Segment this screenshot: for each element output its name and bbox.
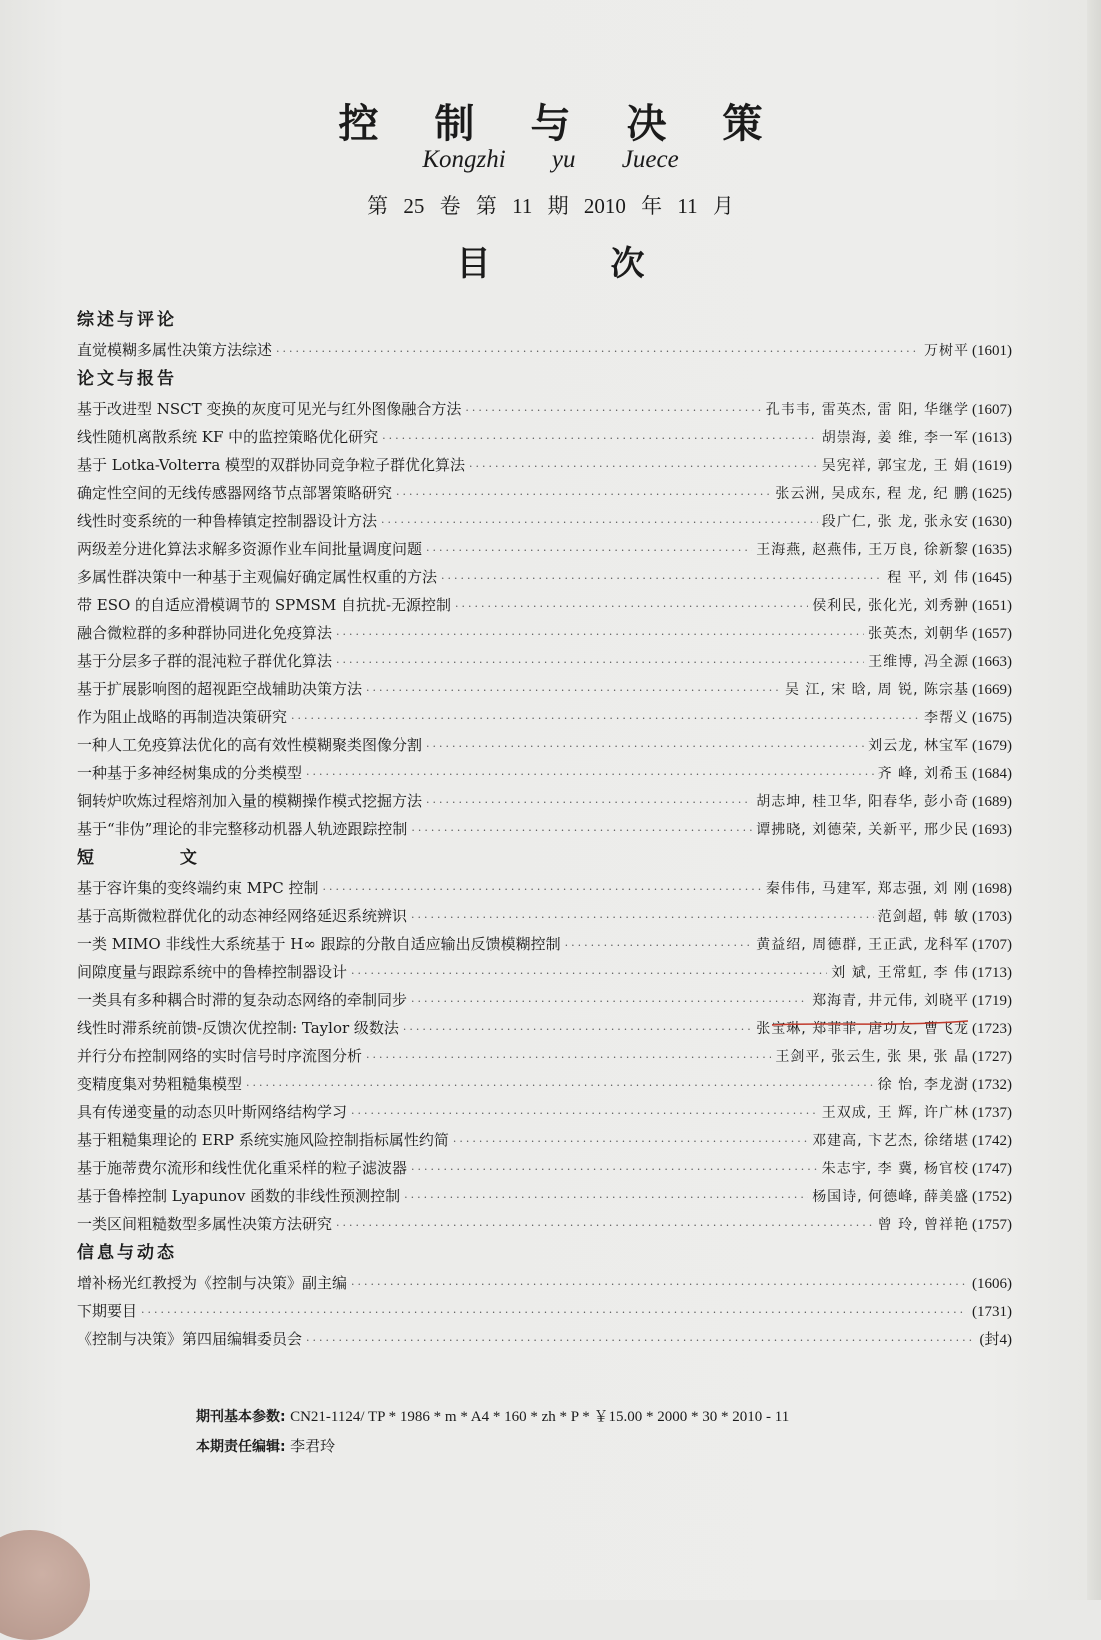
dot-leader [411, 817, 752, 843]
dot-leader [291, 705, 920, 731]
dot-leader [382, 425, 818, 451]
entry-page: (1719) [972, 993, 1012, 1009]
entry-authors: 刘云龙, 林宝军 [868, 738, 969, 754]
entry-title: 基于分层多子群的混沌粒子群优化算法 [77, 652, 333, 670]
entry-page: (1742) [972, 1133, 1012, 1149]
entry-title: 下期要目 [77, 1302, 138, 1320]
dot-leader [396, 481, 771, 507]
issue-info: 第 25 卷 第 11 期 2010 年 11 月 [367, 194, 734, 218]
dot-leader [404, 1184, 808, 1210]
toc-entry[interactable] [77, 902, 1012, 930]
entry-title: 基于粗糙集理论的 ERP 系统实施风险控制指标属性约简 [77, 1131, 449, 1149]
entry-page: (1747) [972, 1161, 1012, 1177]
entry-title: 基于施蒂费尔流形和线性优化重采样的粒子滤波器 [77, 1159, 408, 1177]
entry-authors: 王维博, 冯全源 [868, 654, 969, 670]
entry-page: (1679) [972, 738, 1012, 754]
toc-entry[interactable] [77, 1325, 1012, 1353]
entry-title: 间隙度量与跟踪系统中的鲁棒控制器设计 [77, 963, 348, 981]
entry-title: 基于鲁棒控制 Lyapunov 函数的非线性预测控制 [77, 1187, 401, 1205]
entry-authors: 胡崇海, 姜 维, 李一军 [821, 430, 969, 446]
editor-label: 本期责任编辑: [196, 1439, 286, 1455]
toc-entry[interactable] [77, 507, 1012, 535]
toc-entry[interactable] [77, 1070, 1012, 1098]
entry-authors: 张云洲, 吴成东, 程 龙, 纪 鹏 [775, 486, 969, 502]
entry-page: (1651) [972, 598, 1012, 614]
dot-leader [426, 733, 864, 759]
section-heading: 短 文 [77, 848, 237, 868]
entry-authors: 孔韦韦, 雷英杰, 雷 阳, 华继学 [765, 402, 969, 418]
dot-leader [141, 1299, 965, 1325]
entry-page: (1698) [972, 881, 1012, 897]
entry-authors: 黄益绍, 周德群, 王正武, 龙科军 [756, 937, 969, 953]
dot-leader [366, 1044, 771, 1070]
toc-entry[interactable] [77, 675, 1012, 703]
entry-authors: 齐 峰, 刘希玉 [877, 766, 969, 782]
entry-authors: 万树平 [924, 343, 969, 359]
entry-page: (1619) [972, 458, 1012, 474]
entry-page: (1625) [972, 486, 1012, 502]
dot-leader [336, 1212, 874, 1238]
dot-leader [455, 593, 808, 619]
section-heading: 信息与动态 [77, 1243, 177, 1263]
toc-entry[interactable] [77, 787, 1012, 815]
dot-leader [351, 1271, 965, 1297]
entry-title: 基于容许集的变终端约束 MPC 控制 [77, 879, 319, 897]
entry-page: (1613) [972, 430, 1012, 446]
params-label: 期刊基本参数: [196, 1409, 286, 1425]
dot-leader [465, 397, 761, 423]
dot-leader [565, 932, 753, 958]
entry-authors: 刘 斌, 王常虹, 李 伟 [831, 965, 969, 981]
table-of-contents [77, 305, 1012, 1353]
entry-authors: 谭拂晓, 刘德荣, 关新平, 邢少民 [756, 822, 969, 838]
dot-leader [336, 621, 864, 647]
toc-entry[interactable] [77, 423, 1012, 451]
entry-title: 基于“非伪”理论的非完整移动机器人轨迹跟踪控制 [77, 820, 408, 838]
dot-leader [411, 1156, 818, 1182]
entry-authors: 徐 怡, 李龙澍 [877, 1077, 969, 1093]
dot-leader [336, 649, 864, 675]
entry-authors: 郑海青, 井元伟, 刘晓平 [812, 993, 969, 1009]
toc-entry[interactable] [77, 986, 1012, 1014]
entry-title: 两级差分进化算法求解多资源作业车间批量调度问题 [77, 540, 423, 558]
entry-page: (1606) [972, 1276, 1012, 1292]
dot-leader [351, 1100, 818, 1126]
toc-entry[interactable] [77, 535, 1012, 563]
toc-entry[interactable] [77, 1042, 1012, 1070]
toc-entry[interactable] [77, 1297, 1012, 1325]
toc-entry[interactable] [77, 703, 1012, 731]
toc-entry[interactable] [77, 958, 1012, 986]
entry-authors: 王剑平, 张云生, 张 果, 张 晶 [775, 1049, 969, 1065]
entry-title: 带 ESO 的自适应滑模调节的 SPMSM 自抗扰-无源控制 [77, 596, 452, 614]
toc-entry[interactable] [77, 1182, 1012, 1210]
dot-leader [381, 509, 818, 535]
entry-page: (1732) [972, 1077, 1012, 1093]
entry-authors: 胡志坤, 桂卫华, 阳春华, 彭小奇 [756, 794, 969, 810]
entry-page: (1630) [972, 514, 1012, 530]
toc-entry[interactable] [77, 759, 1012, 787]
entry-page: (1607) [972, 402, 1012, 418]
entry-title: 并行分布控制网络的实时信号时序流图分析 [77, 1047, 363, 1065]
entry-page: (1752) [972, 1189, 1012, 1205]
entry-authors: 王双成, 王 辉, 许广林 [821, 1105, 969, 1121]
entry-page: (1684) [972, 766, 1012, 782]
toc-entry[interactable] [77, 591, 1012, 619]
params-value: CN21-1124/ TP * 1986 * m * A4 * 160 * zh * P * ￥15.00 * 2000 * 30 * 2010 - 11 [290, 1409, 790, 1425]
entry-page: (1737) [972, 1105, 1012, 1121]
section-heading: 综述与评论 [77, 310, 177, 330]
entry-title: 一类区间粗糙数型多属性决策方法研究 [77, 1215, 333, 1233]
dot-leader [469, 453, 818, 479]
dot-leader [426, 789, 752, 815]
toc-entry[interactable] [77, 647, 1012, 675]
editor-value: 李君玲 [290, 1439, 336, 1455]
entry-authors: 邓建高, 卞艺杰, 徐绪堪 [812, 1133, 969, 1149]
entry-title: 线性时变系统的一种鲁棒镇定控制器设计方法 [77, 512, 378, 530]
entry-page: (1693) [972, 822, 1012, 838]
dot-leader [366, 677, 781, 703]
dot-leader [306, 761, 874, 787]
toc-entry[interactable] [77, 336, 1012, 364]
entry-authors: 吴 江, 宋 晗, 周 锐, 陈宗基 [784, 682, 969, 698]
dot-leader [411, 904, 874, 930]
entry-page: (1635) [972, 542, 1012, 558]
journal-title-cn: 控制与决策 [338, 101, 819, 147]
dot-leader [306, 1327, 972, 1353]
entry-authors: 李帮义 [924, 710, 969, 726]
entry-page: (1601) [972, 343, 1012, 359]
issue-editor [196, 1432, 789, 1462]
entry-page: (1713) [972, 965, 1012, 981]
entry-authors: 张英杰, 刘朝华 [868, 626, 969, 642]
entry-title: 融合微粒群的多种群协同进化免疫算法 [77, 624, 333, 642]
entry-title: 一种人工免疫算法优化的高有效性模糊聚类图像分割 [77, 736, 423, 754]
toc-entry[interactable] [77, 1126, 1012, 1154]
entry-page: (1645) [972, 570, 1012, 586]
entry-page: (1703) [972, 909, 1012, 925]
entry-title: 一类具有多种耦合时滞的复杂动态网络的牵制同步 [77, 991, 408, 1009]
entry-title: 基于 Lotka-Volterra 模型的双群协同竞争粒子群优化算法 [77, 456, 466, 474]
entry-title: 一种基于多神经树集成的分类模型 [77, 764, 303, 782]
toc-entry[interactable] [77, 1269, 1012, 1297]
entry-page: (1669) [972, 682, 1012, 698]
journal-title-en: Kongzhi yu Juece [422, 146, 679, 173]
entry-page: (1707) [972, 937, 1012, 953]
entry-title: 线性随机离散系统 KF 中的监控策略优化研究 [77, 428, 379, 446]
entry-authors: 范剑超, 韩 敏 [877, 909, 969, 925]
entry-page: (1663) [972, 654, 1012, 670]
dot-leader [453, 1128, 808, 1154]
entry-title: 铜转炉吹炼过程熔剂加入量的模糊操作模式挖掘方法 [77, 792, 423, 810]
entry-title: 直觉模糊多属性决策方法综述 [77, 341, 273, 359]
entry-title: 基于高斯微粒群优化的动态神经网络延迟系统辨识 [77, 907, 408, 925]
entry-page: (1675) [972, 710, 1012, 726]
entry-authors: 秦伟伟, 马建军, 郑志强, 刘 刚 [765, 881, 969, 897]
dot-leader [426, 537, 752, 563]
entry-title: 具有传递变量的动态贝叶斯网络结构学习 [77, 1103, 348, 1121]
entry-authors: 曾 玲, 曾祥艳 [877, 1217, 969, 1233]
entry-title: 多属性群决策中一种基于主观偏好确定属性权重的方法 [77, 568, 438, 586]
entry-authors: 张宝琳, 郑菲菲, 唐功友, 曹飞龙 [756, 1021, 969, 1037]
entry-title: 变精度集对势粗糙集模型 [77, 1075, 243, 1093]
entry-title: 增补杨光红教授为《控制与决策》副主编 [77, 1274, 348, 1292]
entry-authors: 段广仁, 张 龙, 张永安 [821, 514, 969, 530]
section-heading: 论文与报告 [77, 369, 177, 389]
entry-authors: 王海燕, 赵燕伟, 王万良, 徐新黎 [756, 542, 969, 558]
dot-leader [322, 876, 761, 902]
entry-title: 一类 MIMO 非线性大系统基于 H∞ 跟踪的分散自适应输出反馈模糊控制 [77, 935, 561, 953]
entry-title: 《控制与决策》第四届编辑委员会 [77, 1330, 303, 1348]
entry-authors: 侯利民, 张化光, 刘秀翀 [812, 598, 969, 614]
entry-authors: 朱志宇, 李 冀, 杨官校 [821, 1161, 969, 1177]
entry-title: 确定性空间的无线传感器网络节点部署策略研究 [77, 484, 393, 502]
entry-page: (1727) [972, 1049, 1012, 1065]
entry-title: 作为阻止战略的再制造决策研究 [77, 708, 288, 726]
dot-leader [441, 565, 883, 591]
entry-page: (1757) [972, 1217, 1012, 1233]
pen-underline-mark [770, 1018, 970, 1028]
toc-entry[interactable] [77, 1098, 1012, 1126]
toc-entry[interactable] [77, 1154, 1012, 1182]
journal-params [196, 1402, 789, 1432]
dot-leader [411, 988, 808, 1014]
toc-title: 目次 [456, 244, 765, 284]
entry-authors: 吴宪祥, 郭宝龙, 王 娟 [821, 458, 969, 474]
entry-title: 基于改进型 NSCT 变换的灰度可见光与红外图像融合方法 [77, 400, 462, 418]
toc-entry[interactable] [77, 395, 1012, 423]
footer [196, 1402, 789, 1462]
toc-entry[interactable] [77, 479, 1012, 507]
entry-page: (1723) [972, 1021, 1012, 1037]
dot-leader [403, 1016, 752, 1042]
toc-entry[interactable] [77, 731, 1012, 759]
toc-entry[interactable] [77, 930, 1012, 958]
entry-page: (1657) [972, 626, 1012, 642]
entry-title: 线性时滞系统前馈-反馈次优控制: Taylor 级数法 [77, 1019, 399, 1037]
toc-entry[interactable] [77, 874, 1012, 902]
entry-page: (1689) [972, 794, 1012, 810]
thumb-edge [0, 1530, 90, 1640]
toc-entry[interactable] [77, 815, 1012, 843]
entry-authors: 程 平, 刘 伟 [887, 570, 969, 586]
toc-entry[interactable] [77, 563, 1012, 591]
entry-authors: 杨国诗, 何德峰, 薛美盛 [812, 1189, 969, 1205]
toc-entry[interactable] [77, 451, 1012, 479]
dot-leader [351, 960, 827, 986]
toc-entry[interactable] [77, 1210, 1012, 1238]
dot-leader [246, 1072, 874, 1098]
dot-leader [276, 338, 920, 364]
entry-page: (1731) [972, 1304, 1012, 1320]
entry-title: 基于扩展影响图的超视距空战辅助决策方法 [77, 680, 363, 698]
toc-entry[interactable] [77, 619, 1012, 647]
entry-page: (封4) [979, 1332, 1012, 1348]
